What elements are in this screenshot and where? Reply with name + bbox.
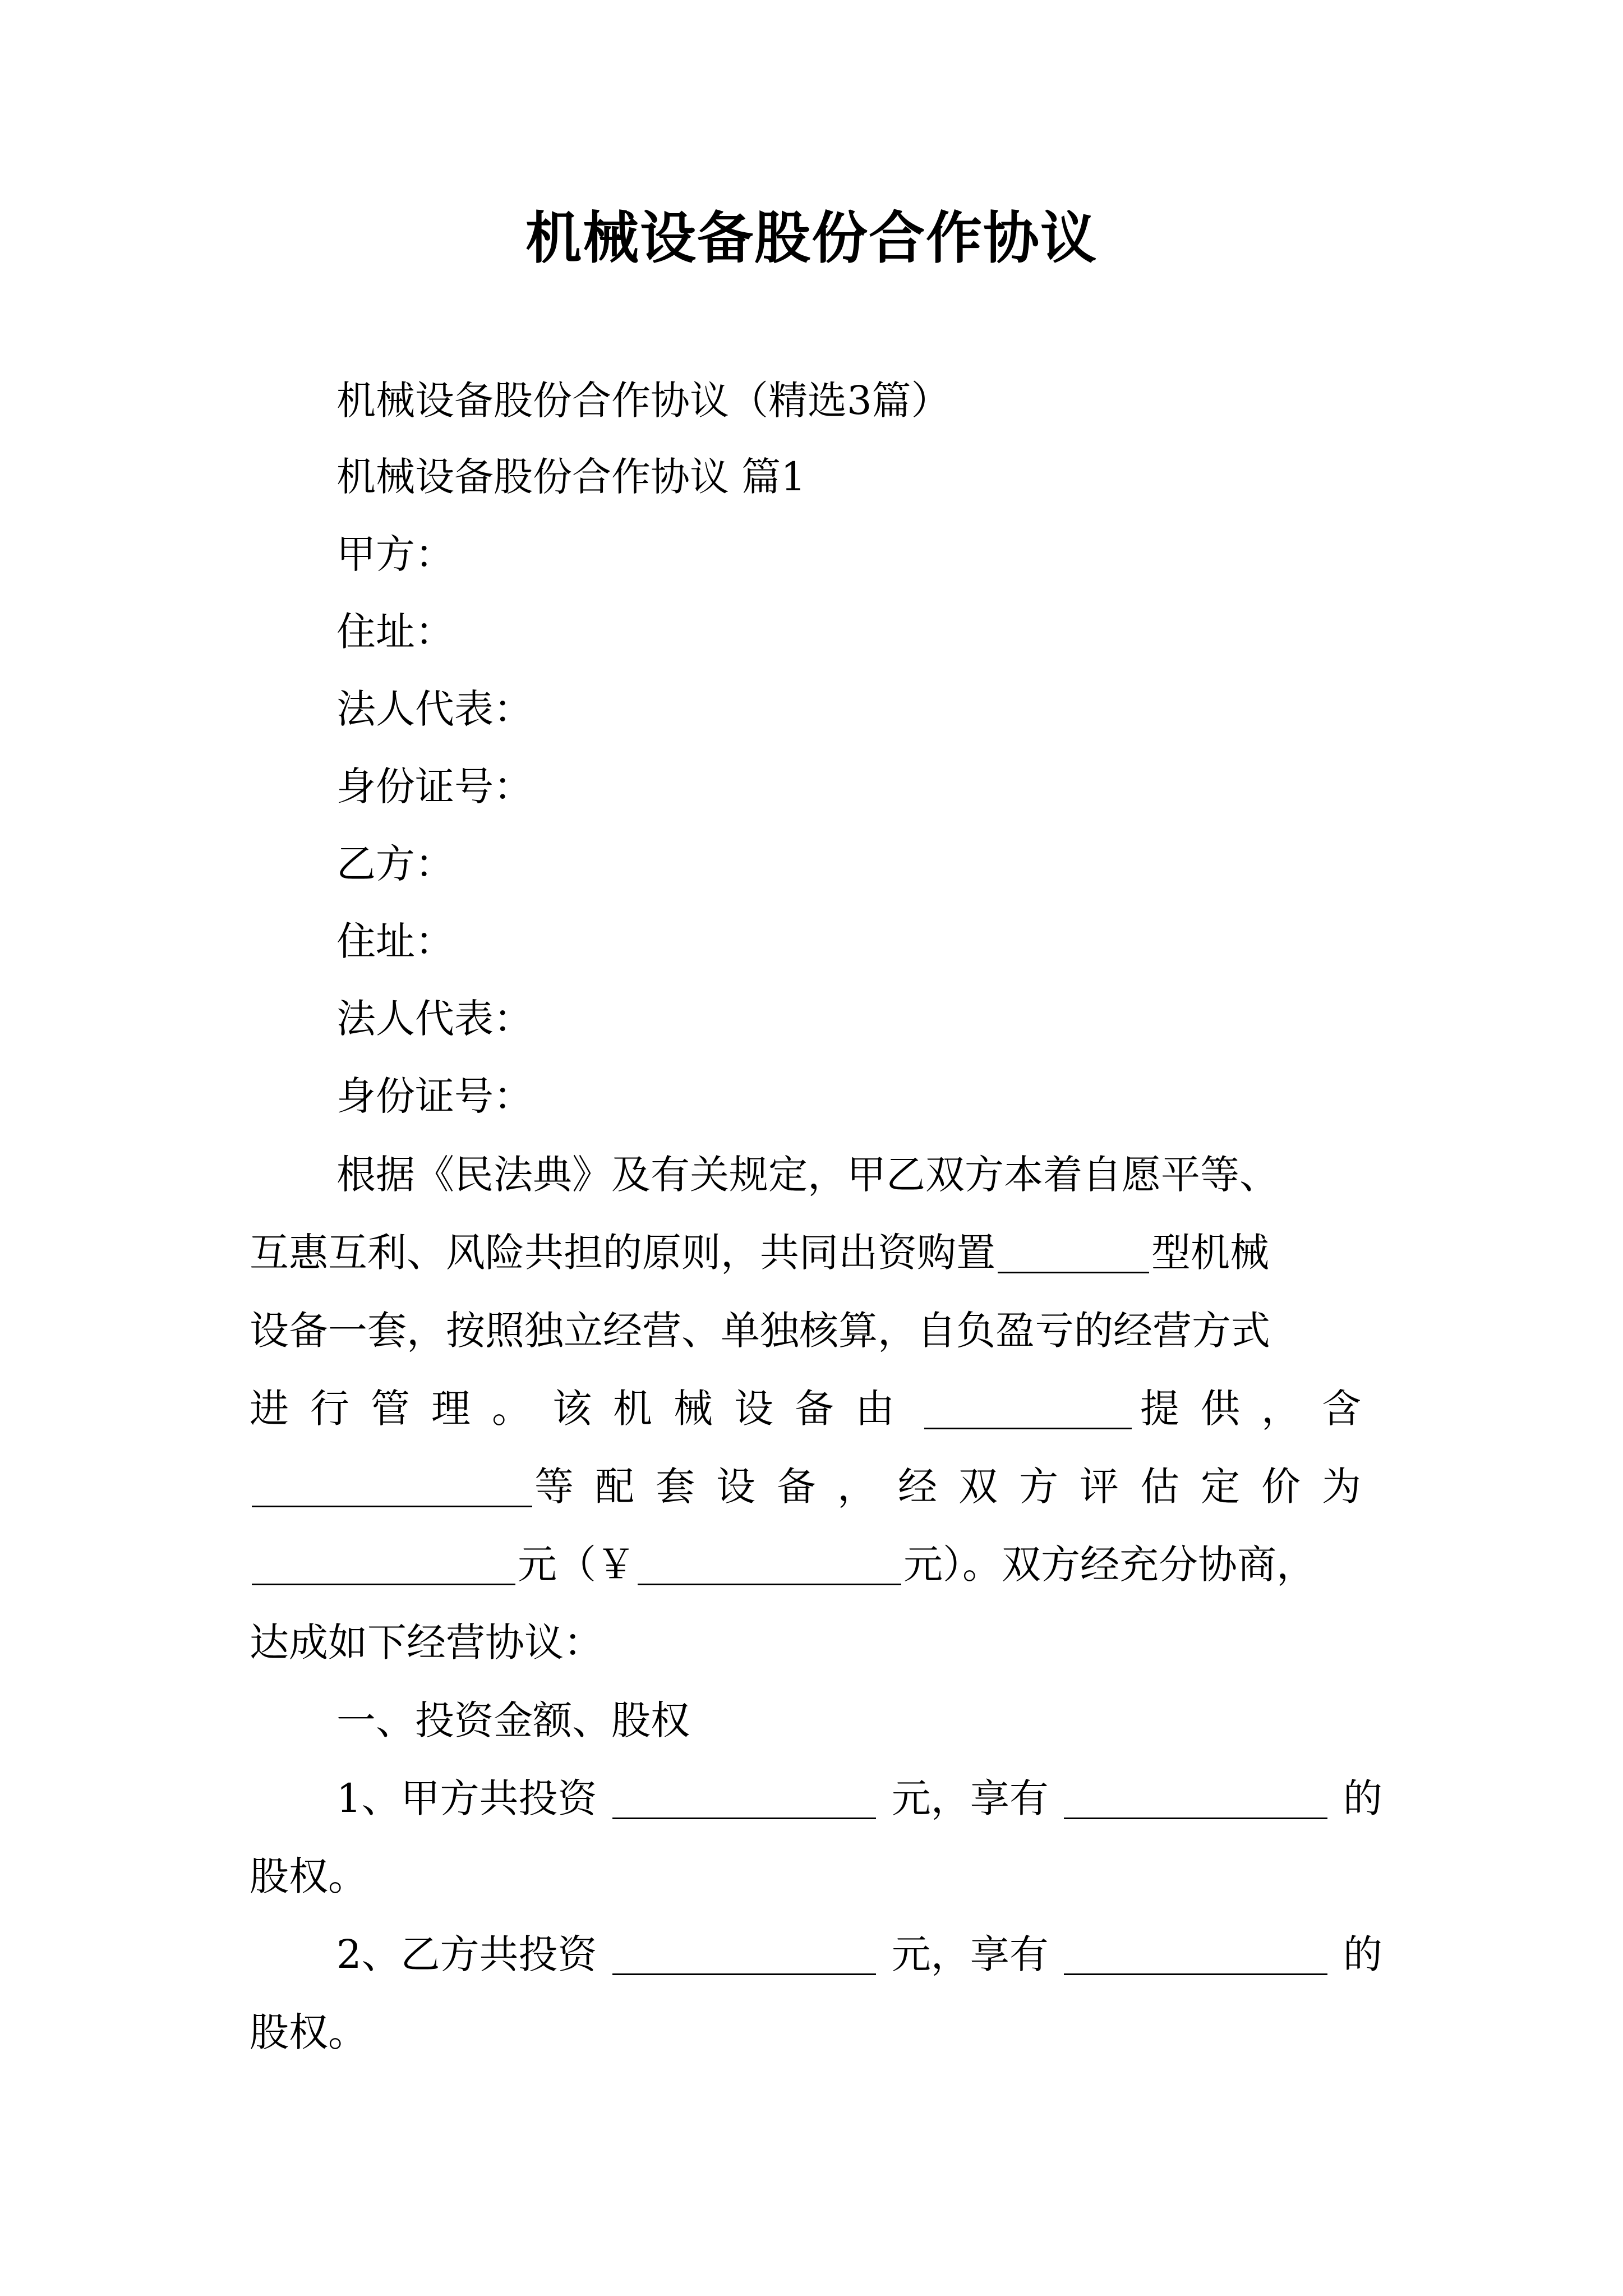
clause-text: 元，享有: [891, 1775, 1049, 1821]
preamble-text: 元（￥: [518, 1542, 635, 1588]
clause-text: 股权。: [250, 2009, 367, 2055]
party-b-legal-rep: 法人代表：: [336, 996, 533, 1042]
preamble-text: 达成如下经营协议：: [250, 1619, 603, 1665]
clause-text: 的: [1343, 1931, 1382, 1977]
party-b-id-number: 身份证号：: [336, 1073, 533, 1119]
clause-text: 的: [1343, 1775, 1382, 1821]
party-a-investment-blank[interactable]: [612, 1778, 876, 1819]
preamble-line: [250, 1370, 1382, 1448]
equipment-model-blank[interactable]: [998, 1232, 1149, 1273]
article-heading-row: [250, 1682, 1382, 1760]
preamble-text: 等配套设备，经双方评估定价为: [534, 1464, 1382, 1510]
clause-line: [250, 1760, 1382, 1838]
preamble-line: [250, 1136, 1382, 1214]
preamble-line: [250, 1214, 1382, 1292]
preamble-text: 提供，含: [1140, 1386, 1382, 1432]
party-b-address: 住址：: [336, 918, 454, 964]
preamble-text: 设备一套，按照独立经营、单独核算，自负盈亏的经营方式: [250, 1308, 1270, 1354]
preamble-text: 进行管理。该机械设备由: [250, 1386, 916, 1432]
preamble-text: 元）。双方经充分协商，: [903, 1542, 1316, 1588]
clause-line: [250, 1838, 1382, 1916]
provider-blank[interactable]: [924, 1388, 1132, 1429]
article-1: [250, 1682, 1382, 2072]
preamble-line: [250, 1292, 1382, 1370]
preamble-text: 型机械: [1151, 1230, 1269, 1276]
clause-text: 2、乙方共投资: [336, 1931, 597, 1977]
preamble-text: 根据《民法典》及有关规定，甲乙双方本着自愿平等、: [336, 1152, 1279, 1198]
party-a-address: 住址：: [336, 609, 454, 655]
party-a-label: 甲方：: [336, 531, 454, 577]
preamble-line: [250, 1604, 1382, 1682]
document-title: 机械设备股份合作协议: [525, 205, 1098, 271]
included-equipment-blank[interactable]: [252, 1466, 532, 1507]
clause-line: [250, 1994, 1382, 2072]
subtitle: 机械设备股份合作协议（精选3篇）: [336, 378, 951, 424]
party-a-share-blank[interactable]: [1064, 1778, 1327, 1819]
clause-text: 元，享有: [891, 1931, 1049, 1977]
price-figure-blank[interactable]: [638, 1544, 901, 1585]
clause-line: [250, 1916, 1382, 1994]
section-heading: 机械设备股份合作协议 篇1: [336, 454, 806, 500]
preamble-paragraph: [250, 1136, 1382, 1682]
party-a-id-number: 身份证号：: [336, 763, 533, 809]
party-b-label: 乙方：: [336, 841, 454, 887]
party-b-investment-blank[interactable]: [612, 1934, 876, 1975]
clause-text: 股权。: [250, 1853, 367, 1899]
preamble-line: [250, 1526, 1382, 1604]
preamble-text: 互惠互利、风险共担的原则，共同出资购置: [250, 1230, 995, 1276]
party-b-share-blank[interactable]: [1064, 1934, 1327, 1975]
party-a-legal-rep: 法人代表：: [336, 686, 533, 732]
preamble-line: [250, 1448, 1382, 1526]
clause-text: 1、甲方共投资: [336, 1775, 597, 1821]
price-words-blank[interactable]: [252, 1544, 515, 1585]
article-heading: 一、投资金额、股权: [336, 1697, 690, 1743]
